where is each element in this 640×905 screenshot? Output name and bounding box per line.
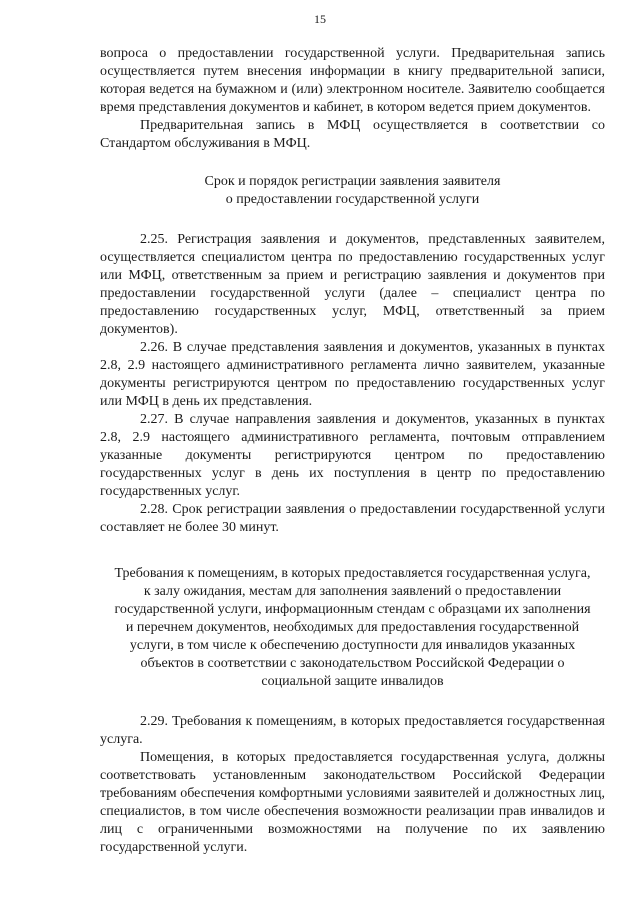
section-heading-line-1: Срок и порядок регистрации заявления заявителя bbox=[204, 174, 501, 189]
paragraph-intro: вопроса о предоставлении государственной услуги. Предварительная запись осуществляется путем внесения информации в книгу предварительной записи, которая ведется на бумажном и (или) электронном носителе. Заявителю сообщается время представления документов и кабинет, в котором ведется прием документов. bbox=[100, 46, 605, 115]
paragraph-2-29: 2.29. Требования к помещениям, в которых предоставляется государственная услуга. bbox=[100, 714, 605, 747]
paragraph-premises: Помещения, в которых предоставляется государственная услуга, должны соответствовать установленным законодательством Российской Федерации требованиям обеспечения комфортными условиями заявителей и должностных лиц, специалистов, в том числе обеспечения возможности реализации прав инвалидов и лиц с ограниченными возможностями на получение по их заявлению государственной услуги. bbox=[100, 750, 605, 855]
paragraph-2-27: 2.27. В случае направления заявления и документов, указанных в пунктах 2.8, 2.9 настоящего административного регламента, почтовым отправлением указанные документы регистрируются центром по предоставлению государственных услуг в день их поступления в центр по предоставлению государственных услуг. bbox=[100, 412, 605, 499]
paragraph-2-26: 2.26. В случае представления заявления и документов, указанных в пунктах 2.8, 2.9 настоящего административного регламента лично заявителем, указанные документы регистрируются центром по предоставлению государственных услуг или МФЦ в день их представления. bbox=[100, 340, 605, 409]
document-body bbox=[100, 45, 605, 857]
paragraph-mfc: Предварительная запись в МФЦ осуществляется в соответствии со Стандартом обслуживания в МФЦ. bbox=[100, 118, 605, 151]
paragraph-2-25: 2.25. Регистрация заявления и документов, представленных заявителем, осуществляется специалистом центра по предоставлению государственных услуг или МФЦ, ответственным за прием и регистрацию заявления и документов при предоставлении государственной услуги (далее – специалист центра по предоставлению государственных услуг, МФЦ, ответственный за прием документов). bbox=[100, 232, 605, 337]
section-heading-line-2: о предоставлении государственной услуги bbox=[225, 192, 480, 207]
section-heading-premises: Требования к помещениям, в которых предоставляется государственная услуга, к залу ожидания, местам для заполнения заявлений о предоставлении государственной услуги, информационным стендам с образцами их заполнения и перечнем документов, необходимых для предоставления государственной услуги, в том числе к обеспечению доступности для инвалидов указанных объектов в соответствии с законодательством Российской Федерации о социальной защите инвалидов bbox=[114, 566, 591, 689]
page-number: 15 bbox=[314, 12, 326, 26]
section-heading-registration bbox=[100, 173, 605, 209]
paragraph-2-28: 2.28. Срок регистрации заявления о предоставлении государственной услуги составляет не более 30 минут. bbox=[100, 502, 605, 535]
